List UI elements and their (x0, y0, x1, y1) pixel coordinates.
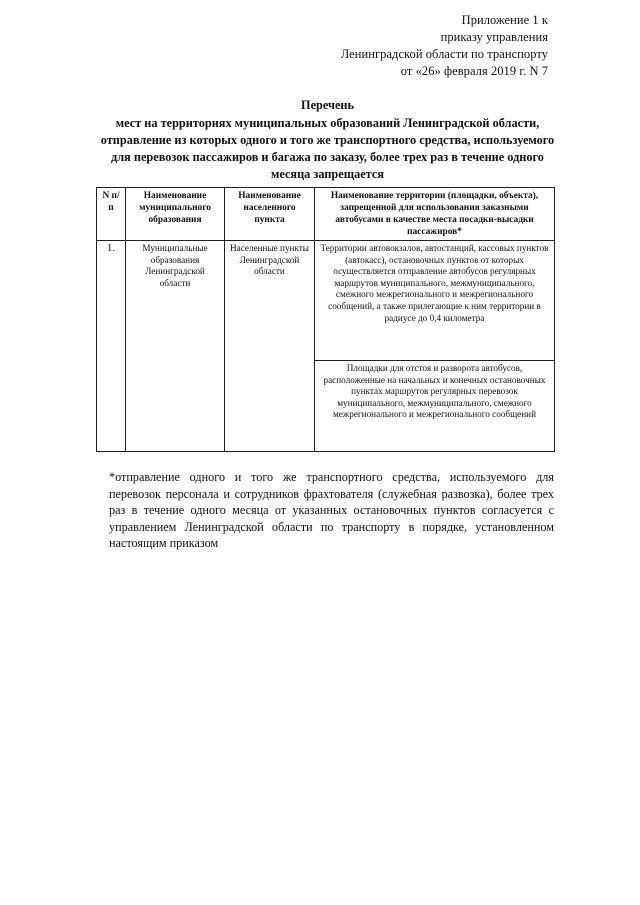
appendix-line-2: приказу управления (440, 30, 548, 44)
places-table (96, 187, 555, 452)
footnote: *отправление одного и того же транспортного средства, используемого для перевозок персонала и сотрудников фрахтователя (служебная развозка), более трех раз в течение одного месяца от указанных остановочных пунктов согласуется с управлением Ленинградской области по транспорту в порядке, установленном настоящим приказом (109, 470, 554, 551)
table-header-row (97, 188, 555, 241)
row-settlement: Населенные пункты Ленинградской области (225, 241, 315, 452)
header-number: N п/п (97, 188, 126, 241)
appendix-line-3: Ленинградской области по транспорту (340, 47, 548, 61)
header-municipality: Наименование муниципального образования (126, 188, 225, 241)
document-title (95, 97, 560, 183)
title-subtitle: мест на территориях муниципальных образований Ленинградской области, отправление из которых одного и того же транспортного средства, используемого для перевозок пассажиров и багажа по заказу, более трех раз в течение одного месяца запрещается (100, 116, 555, 181)
appendix-line-1: Приложение 1 к (461, 13, 548, 27)
row-number: 1. (97, 241, 126, 452)
title-heading: Перечень (301, 98, 354, 112)
header-settlement: Наименование населенного пункта (225, 188, 315, 241)
row-territory-platforms: Площадки для отстоя и разворота автобусов, расположенные на начальных и конечных остановочных пунктах маршрутов регулярных перевозок муниципального, межмуниципального, смежного межрегионального и межрегионального сообщений (315, 361, 555, 452)
appendix-reference (341, 12, 548, 80)
row-municipality: Муниципальные образования Ленинградской области (126, 241, 225, 452)
header-territory: Наименование территории (площадки, объекта), запрещенной для использования заказными автобусами в качестве места посадки-высадки пассажиров* (315, 188, 555, 241)
table-row (97, 241, 555, 361)
row-territory-stations: Территории автовокзалов, автостанций, кассовых пунктов (автокасс), остановочных пунктов от которых осуществляется отправление автобусов регулярных маршрутов муниципального, межмуниципального, смежного межрегионального и межрегионального сообщений, а также прилегающие к ним территории в радиусе до 0,4 километра (315, 241, 555, 361)
appendix-line-4: от «26» февраля 2019 г. N 7 (400, 64, 548, 78)
